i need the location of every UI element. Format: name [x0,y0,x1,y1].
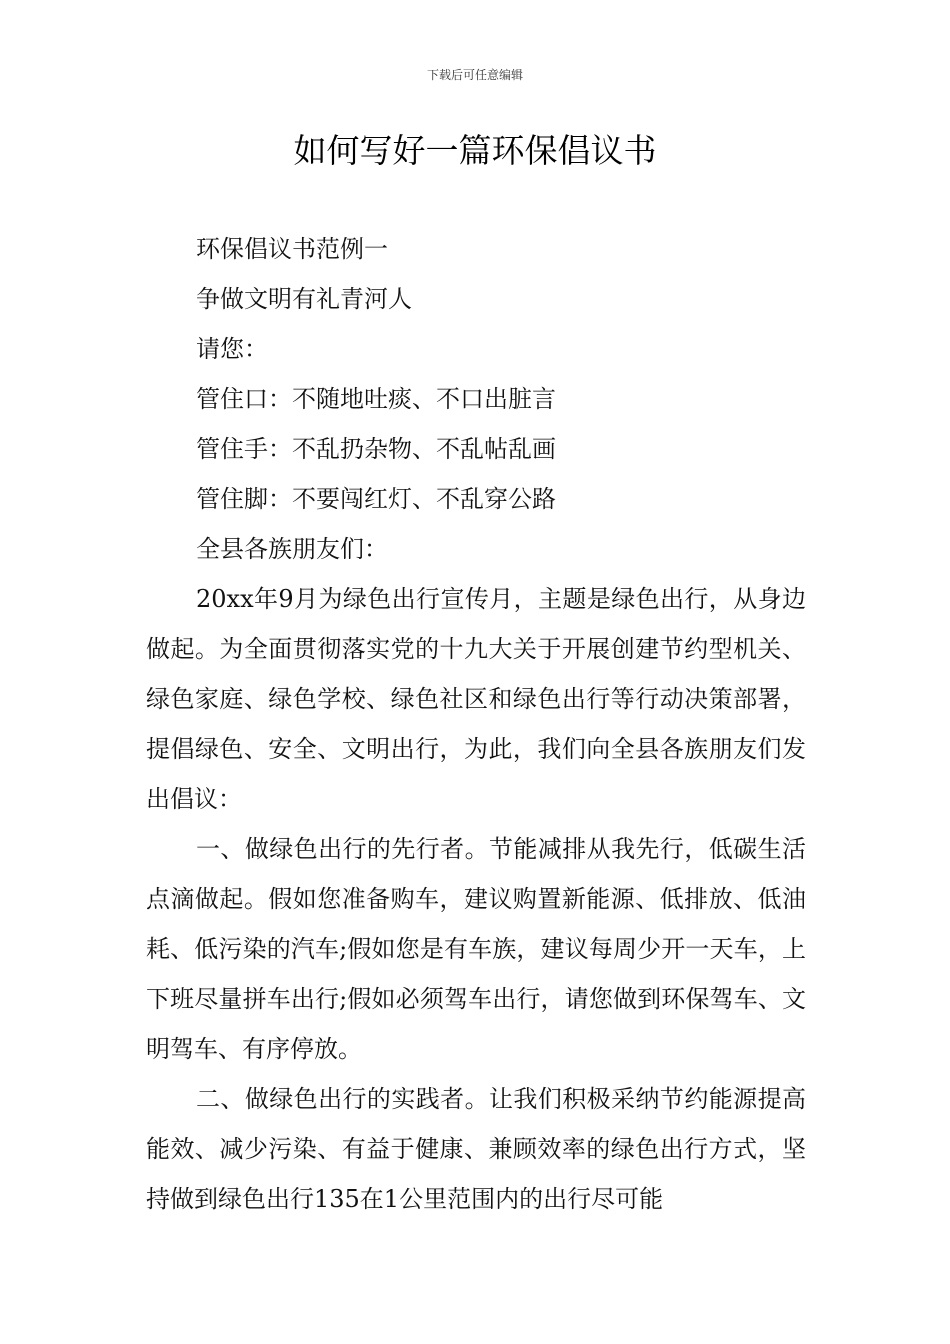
body-line: 请您： [196,335,268,363]
document-title: 如何写好一篇环保倡议书 [293,131,657,170]
document-body [146,224,806,1224]
body-line: 争做文明有礼青河人 [196,285,412,313]
header-note: 下载后可任意编辑 [426,68,523,82]
body-line: 全县各族朋友们： [196,535,388,563]
body-line: 管住手：不乱扔杂物、不乱帖乱画 [196,435,556,463]
body-paragraph: 20xx年9月为绿色出行宣传月，主题是绿色出行，从身边做起。为全面贯彻落实党的十九大关于开展创建节约型机关、绿色家庭、绿色学校、绿色社区和绿色出行等行动决策部署，提倡绿色、安全、文明出行，为此，我们向全县各族朋友们发出倡议： [146,585,806,813]
body-line: 管住脚：不要闯红灯、不乱穿公路 [196,485,556,513]
body-line: 环保倡议书范例一 [196,235,388,263]
body-line: 管住口：不随地吐痰、不口出脏言 [196,385,556,413]
body-paragraph: 一、做绿色出行的先行者。节能减排从我先行，低碳生活点滴做起。假如您准备购车，建议购置新能源、低排放、低油耗、低污染的汽车;假如您是有车族，建议每周少开一天车，上下班尽量拼车出行;假如必须驾车出行，请您做到环保驾车、文明驾车、有序停放。 [146,835,806,1063]
body-paragraph: 二、做绿色出行的实践者。让我们积极采纳节约能源提高能效、减少污染、有益于健康、兼顾效率的绿色出行方式，坚持做到绿色出行135在1公里范围内的出行尽可能 [146,1085,806,1213]
